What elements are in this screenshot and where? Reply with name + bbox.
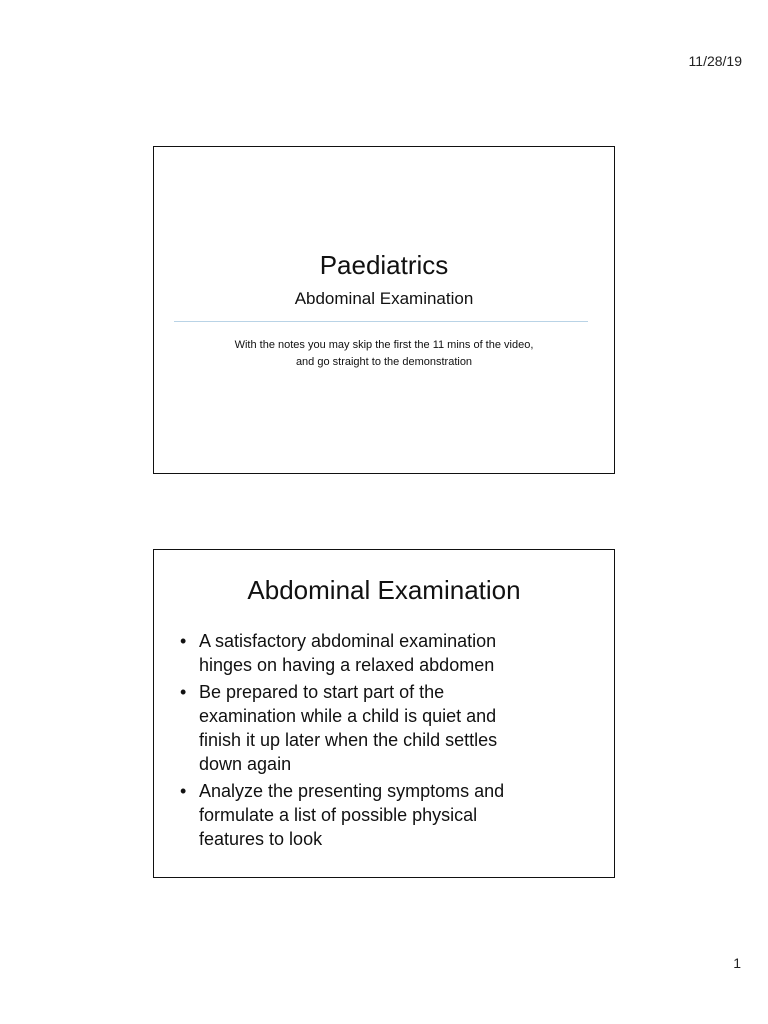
slide-2-content-slide: [153, 549, 615, 878]
slide-1-title-slide: [153, 146, 615, 474]
bullet-item: [180, 629, 594, 677]
note-line-1: With the notes you may skip the first the 11 mins of the video,: [234, 339, 534, 351]
page-number: 1: [733, 955, 741, 971]
bullet-line: down again: [199, 754, 292, 774]
bullet-list: [180, 629, 594, 854]
print-date: 11/28/19: [688, 53, 742, 69]
bullet-icon: •: [180, 682, 187, 702]
bullet-item: [180, 779, 594, 851]
title-divider: [174, 321, 588, 322]
bullet-icon: •: [180, 631, 187, 651]
bullet-line: finish it up later when the child settles: [199, 730, 498, 750]
slide-subtitle: Abdominal Examination: [294, 289, 474, 308]
note-line-2: and go straight to the demonstration: [295, 356, 473, 368]
bullet-line: examination while a child is quiet and: [199, 706, 497, 726]
bullet-line: hinges on having a relaxed abdomen: [199, 655, 495, 675]
bullet-line: Analyze the presenting symptoms and: [199, 781, 505, 801]
bullet-item: [180, 680, 594, 776]
bullet-line: features to look: [199, 829, 323, 849]
slide-title: Paediatrics: [319, 250, 449, 280]
bullet-icon: •: [180, 781, 187, 801]
slide-note: [174, 337, 594, 371]
bullet-line: A satisfactory abdominal examination: [199, 631, 497, 651]
slide-title: Abdominal Examination: [247, 575, 521, 605]
bullet-line: Be prepared to start part of the: [199, 682, 445, 702]
bullet-line: formulate a list of possible physical: [199, 805, 478, 825]
